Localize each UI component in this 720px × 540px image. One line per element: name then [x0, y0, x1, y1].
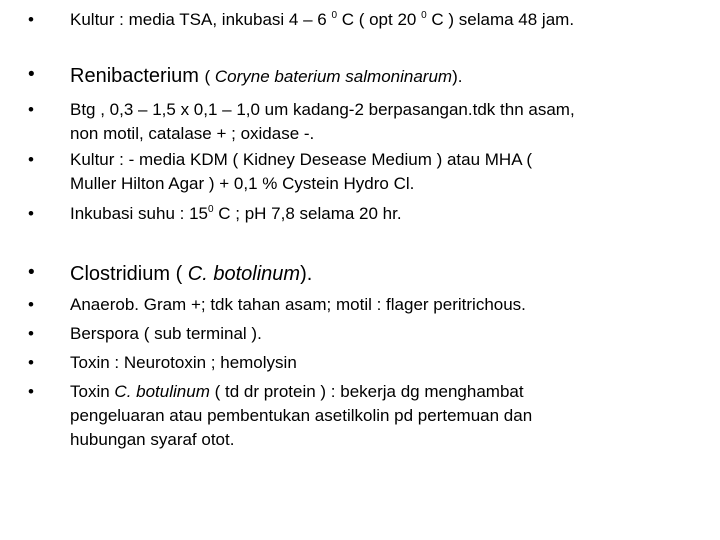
kultur-kdm-text	[70, 148, 685, 196]
inkubasi-part-b: C ; pH 7,8 selama 20 hr.	[213, 204, 402, 223]
kultur-tsa-text	[70, 8, 685, 32]
bullet-marker: •	[28, 295, 34, 314]
degree-sup: 0	[207, 204, 214, 215]
toxin-prefix: Toxin	[70, 382, 115, 401]
berspora-text: Berspora ( sub terminal ).	[70, 324, 262, 343]
kultur-tsa-part-a: Kultur : media TSA, inkubasi 4 – 6	[70, 10, 332, 29]
degree-sup-2: 0	[421, 10, 427, 21]
paren-open: (	[204, 67, 215, 86]
clostridium-close: ).	[300, 263, 313, 285]
clostridium-heading	[70, 261, 685, 287]
bullet-marker: •	[28, 324, 34, 343]
bullet-marker: •	[28, 150, 34, 169]
clostridium-species: C. botolinum	[187, 263, 301, 285]
bullet-marker: •	[28, 64, 35, 85]
kultur-tsa-part-b: C ( opt 20	[337, 10, 422, 29]
paren-close: ).	[452, 67, 463, 86]
clostridium-title: Clostridium (	[70, 263, 188, 285]
inkubasi-part-a: Inkubasi suhu : 15	[70, 204, 208, 223]
bullet-marker: •	[28, 204, 34, 223]
morfologi-line-1: Btg , 0,3 – 1,5 x 0,1 – 1,0 um kadang-2 berpasangan.tdk thn asam,	[70, 100, 575, 119]
morfologi-text	[70, 98, 685, 146]
kultur-kdm-line-2: Muller Hilton Agar ) + 0,1 % Cystein Hydro Cl.	[70, 174, 415, 193]
bullet-marker: •	[28, 100, 34, 119]
bullet-marker: •	[28, 262, 35, 283]
bullet-marker: •	[28, 353, 34, 372]
inkubasi-text	[70, 202, 685, 226]
kultur-tsa-part-c: C ) selama 48 jam.	[426, 10, 575, 29]
morfologi-line-2: non motil, catalase + ; oxidase -.	[70, 124, 315, 143]
kultur-kdm-line-1: Kultur : - media KDM ( Kidney Desease Medium ) atau MHA (	[70, 150, 532, 169]
toxin-text: Toxin : Neurotoxin ; hemolysin	[70, 353, 297, 372]
anaerob-text: Anaerob. Gram +; tdk tahan asam; motil : flager peritrichous.	[70, 295, 526, 314]
bullet-marker: •	[28, 10, 34, 29]
degree-sup-1: 0	[331, 10, 337, 21]
toxin-botulinum-line-2: pengeluaran atau pembentukan asetilkolin pd pertemuan dan	[70, 406, 533, 425]
toxin-botulinum-line-3: hubungan syaraf otot.	[70, 430, 235, 449]
renibacterium-title: Renibacterium	[70, 65, 205, 87]
botulinum-species: C. botulinum	[114, 382, 210, 401]
toxin-botulinum-line-1	[70, 380, 685, 404]
toxin-botulinum-text	[70, 380, 685, 452]
toxin-suffix: ( td dr protein ) : bekerja dg menghambat	[209, 382, 524, 401]
bullet-marker: •	[28, 382, 34, 401]
renibacterium-heading	[70, 63, 685, 90]
renibacterium-species: Coryne baterium salmoninarum	[214, 67, 453, 86]
